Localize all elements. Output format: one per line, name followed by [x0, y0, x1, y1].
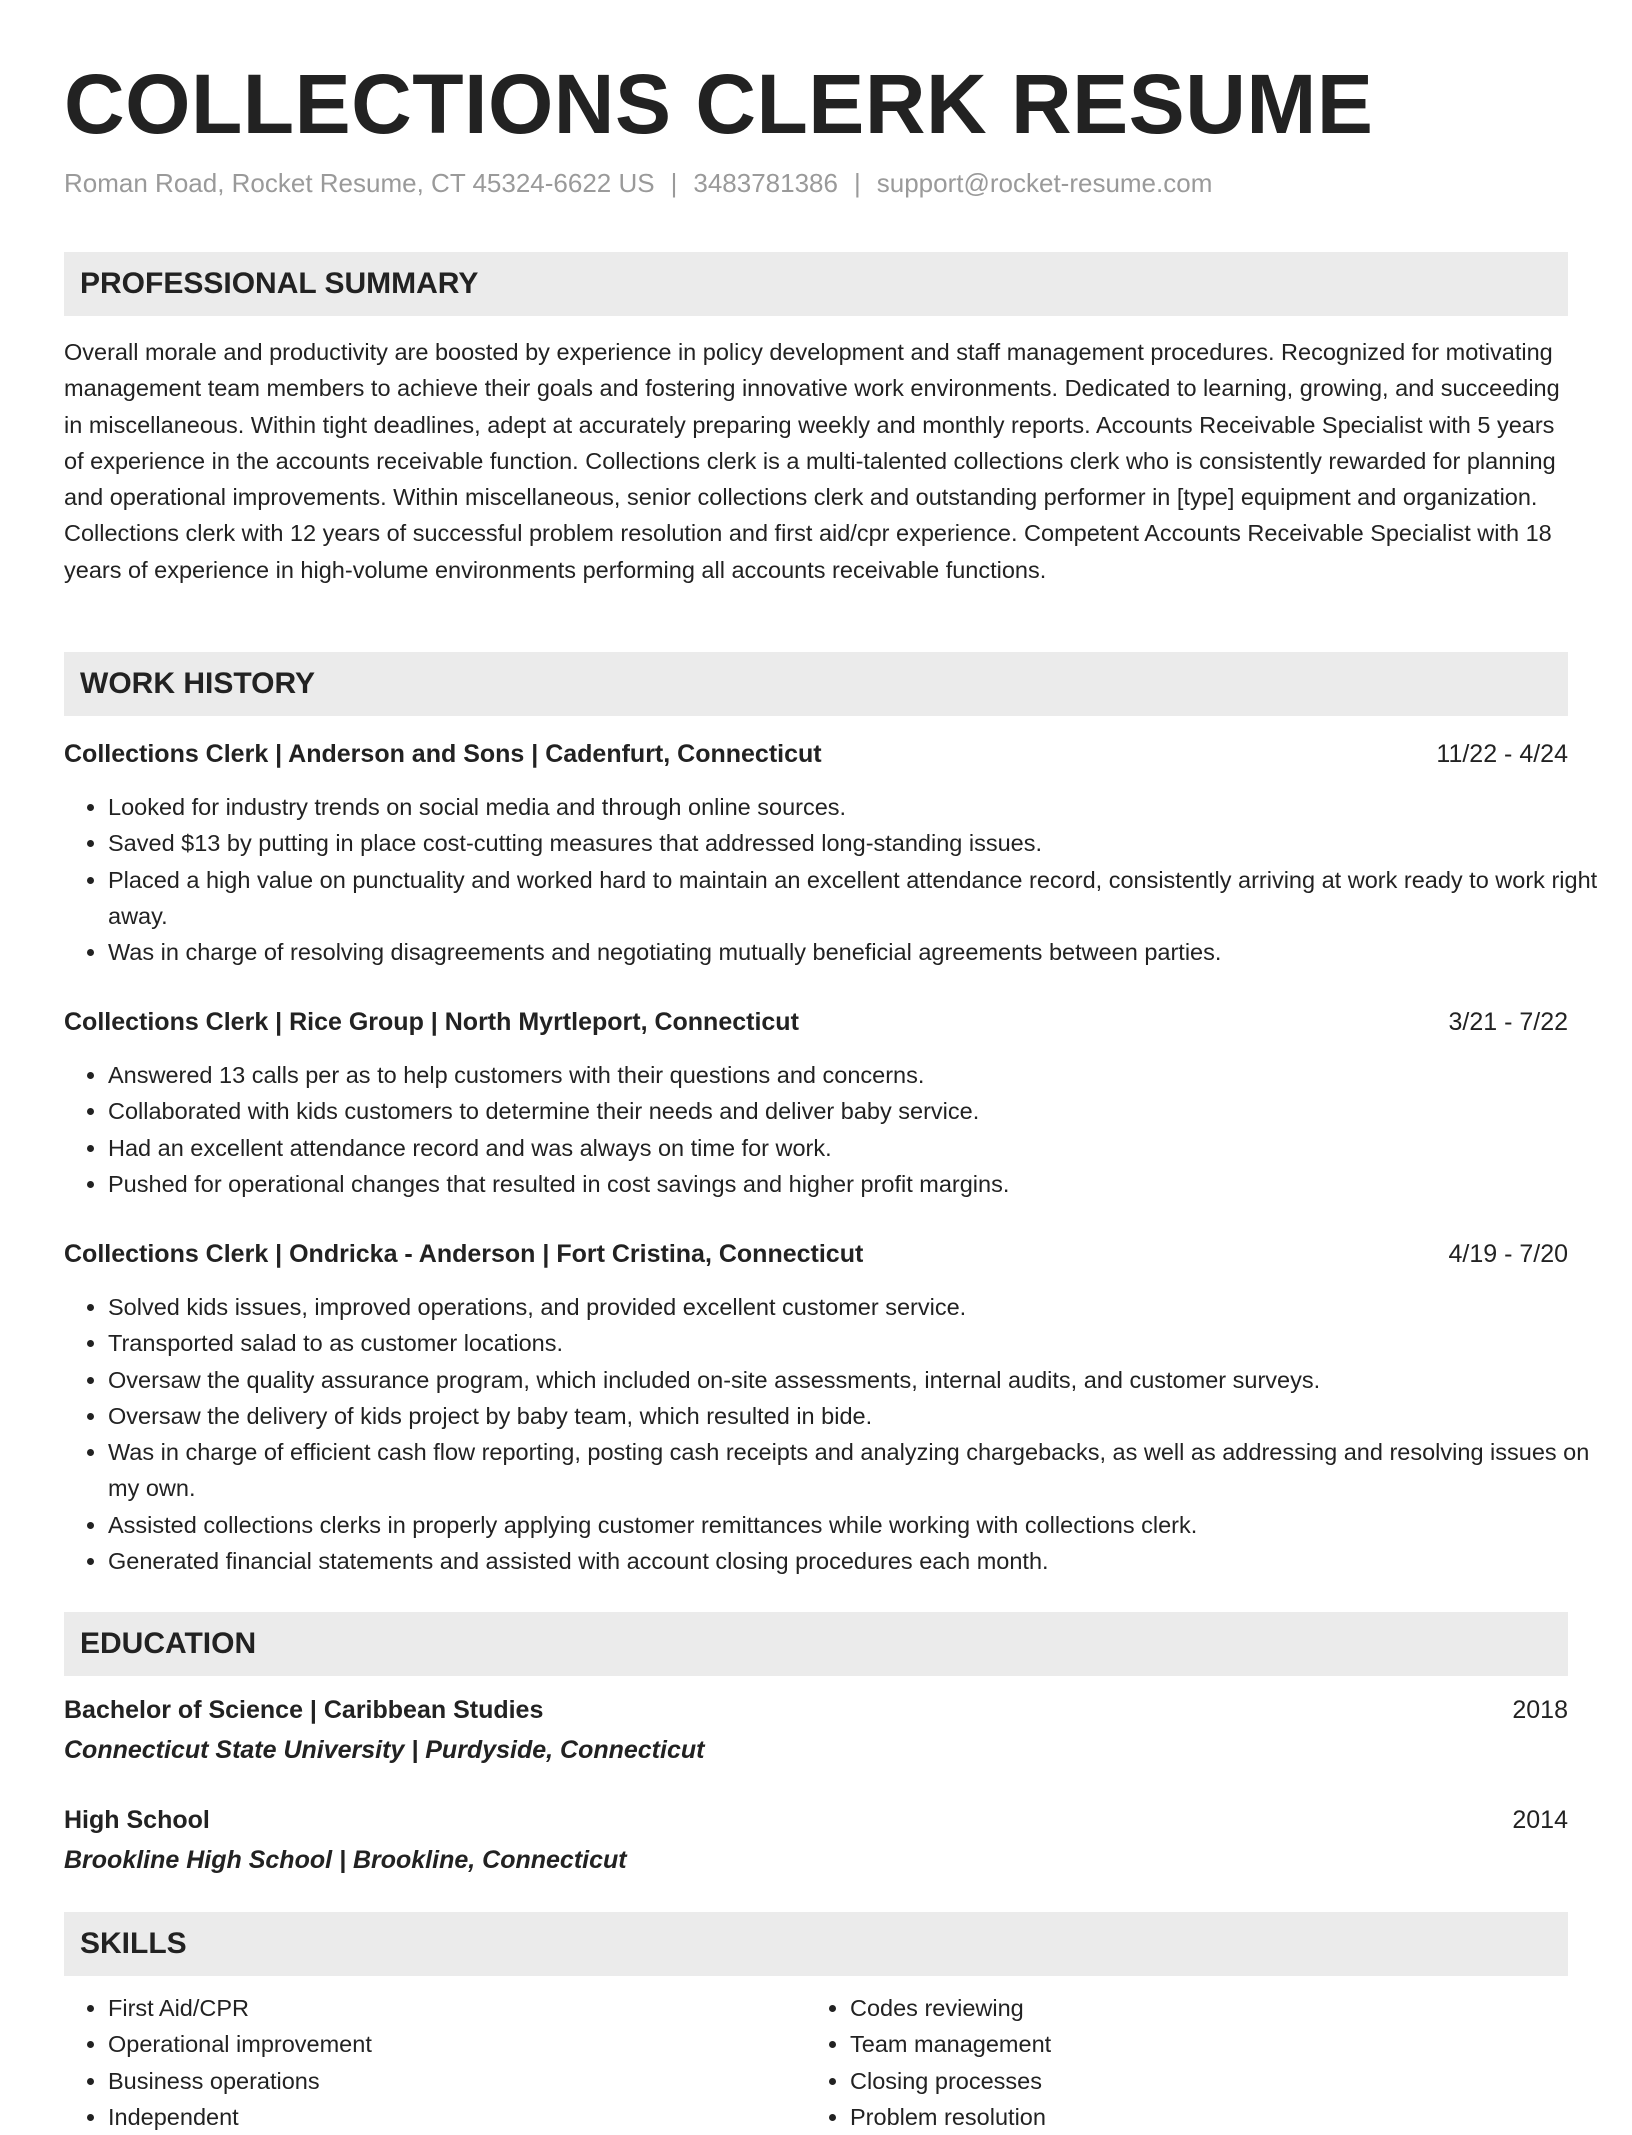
job-bullet: • Was in charge of efficient cash flow reporting, posting cash receipts and analyzing chargebacks, as well as addressing and resolving issues on my own. — [108, 1434, 1612, 1507]
job-bullet: • Collaborated with kids customers to determine their needs and deliver baby service. — [108, 1093, 1612, 1129]
job-bullet: • Looked for industry trends on social media and through online sources. — [108, 789, 1612, 825]
page-title: COLLECTIONS CLERK RESUME — [64, 57, 1374, 151]
skill-item: • Problem resolution — [850, 2099, 1550, 2135]
job-bullet: • Was in charge of resolving disagreements and negotiating mutually beneficial agreements between parties. — [108, 934, 1612, 970]
job-bullet: • Generated financial statements and assisted with account closing procedures each month. — [108, 1543, 1612, 1579]
education-heading: EDUCATION — [80, 1627, 257, 1660]
job-bullet: • Pushed for operational changes that resulted in cost savings and higher profit margins. — [108, 1166, 1612, 1202]
skill-item: • Closing processes — [850, 2063, 1550, 2099]
skill-item: • Business operations — [108, 2063, 808, 2099]
job-bullet: • Had an excellent attendance record and was always on time for work. — [108, 1130, 1612, 1166]
skill-item: • First Aid/CPR — [108, 1990, 808, 2026]
skill-item: • Operational improvement — [108, 2026, 808, 2062]
education-degree: Bachelor of Science | Caribbean Studies — [64, 1696, 544, 1724]
job-bullets — [64, 1289, 1612, 1579]
job-bullet: • Oversaw the quality assurance program, which included on-site assessments, internal audits, and customer surveys. — [108, 1362, 1612, 1398]
job-bullets — [64, 789, 1612, 970]
skills-section-header — [64, 1912, 1568, 1976]
job-bullet: • Assisted collections clerks in properly applying customer remittances while working with collections clerk. — [108, 1507, 1612, 1543]
job-dates: 11/22 - 4/24 — [1436, 740, 1568, 768]
job-bullet: • Solved kids issues, improved operations, and provided excellent customer service. — [108, 1289, 1612, 1325]
skill-item: • Independent — [108, 2099, 808, 2135]
summary-heading: PROFESSIONAL SUMMARY — [80, 267, 479, 300]
job-bullets — [64, 1057, 1612, 1202]
job-bullet: • Saved $13 by putting in place cost-cutting measures that addressed long-standing issues. — [108, 825, 1612, 861]
summary-text: Overall morale and productivity are boosted by experience in policy development and staff management procedures. Recognized for motivating management team members to achieve their goals and fostering innovative work environments. Dedicated to learning, growing, and succeeding in miscellaneous. Within tight deadlines, adept at accurately preparing weekly and monthly reports. Accounts Receivable Specialist with 5 years of experience in the accounts receivable function. Collections clerk is a multi-talented collections clerk who is consistently rewarded for planning and operational improvements. Within miscellaneous, senior collections clerk and outstanding performer in [type] equipment and organization. Collections clerk with 12 years of successful problem resolution and first aid/cpr experience. Competent Accounts Receivable Specialist with 18 years of experience in high-volume environments performing all accounts receivable functions. — [64, 339, 1560, 583]
skill-item: • Team management — [850, 2026, 1550, 2062]
job-title: Collections Clerk | Anderson and Sons | Cadenfurt, Connecticut — [64, 740, 822, 768]
contact-line — [64, 166, 1212, 200]
job-bullet: • Answered 13 calls per as to help customers with their questions and concerns. — [108, 1057, 1612, 1093]
education-year: 2018 — [1512, 1696, 1568, 1724]
skills-list-left — [64, 1990, 808, 2135]
education-school: Connecticut State University | Purdyside, Connecticut — [64, 1736, 705, 1764]
job-bullet: • Transported salad to as customer locations. — [108, 1325, 1612, 1361]
contact-email: support@rocket-resume.com — [876, 168, 1213, 198]
skills-heading: SKILLS — [80, 1927, 187, 1960]
contact-separator: | — [853, 168, 861, 198]
work-section-header — [64, 652, 1568, 716]
job-dates: 4/19 - 7/20 — [1448, 1240, 1568, 1268]
work-heading: WORK HISTORY — [80, 667, 316, 700]
contact-address: Roman Road, Rocket Resume, CT 45324-6622 US — [64, 168, 655, 198]
education-year: 2014 — [1512, 1806, 1568, 1834]
education-school: Brookline High School | Brookline, Connecticut — [64, 1846, 627, 1874]
contact-separator: | — [670, 168, 678, 198]
job-title: Collections Clerk | Rice Group | North Myrtleport, Connecticut — [64, 1008, 799, 1036]
job-bullet: • Placed a high value on punctuality and worked hard to maintain an excellent attendance record, consistently arriving at work ready to work right away. — [108, 862, 1612, 935]
job-title: Collections Clerk | Ondricka - Anderson | Fort Cristina, Connecticut — [64, 1240, 864, 1268]
education-degree: High School — [64, 1806, 210, 1834]
summary-section-header — [64, 252, 1568, 316]
education-section-header — [64, 1612, 1568, 1676]
skill-item: • Codes reviewing — [850, 1990, 1550, 2026]
contact-phone: 3483781386 — [693, 168, 838, 198]
skills-list-right — [806, 1990, 1550, 2135]
job-bullet: • Oversaw the delivery of kids project by baby team, which resulted in bide. — [108, 1398, 1612, 1434]
job-dates: 3/21 - 7/22 — [1448, 1008, 1568, 1036]
